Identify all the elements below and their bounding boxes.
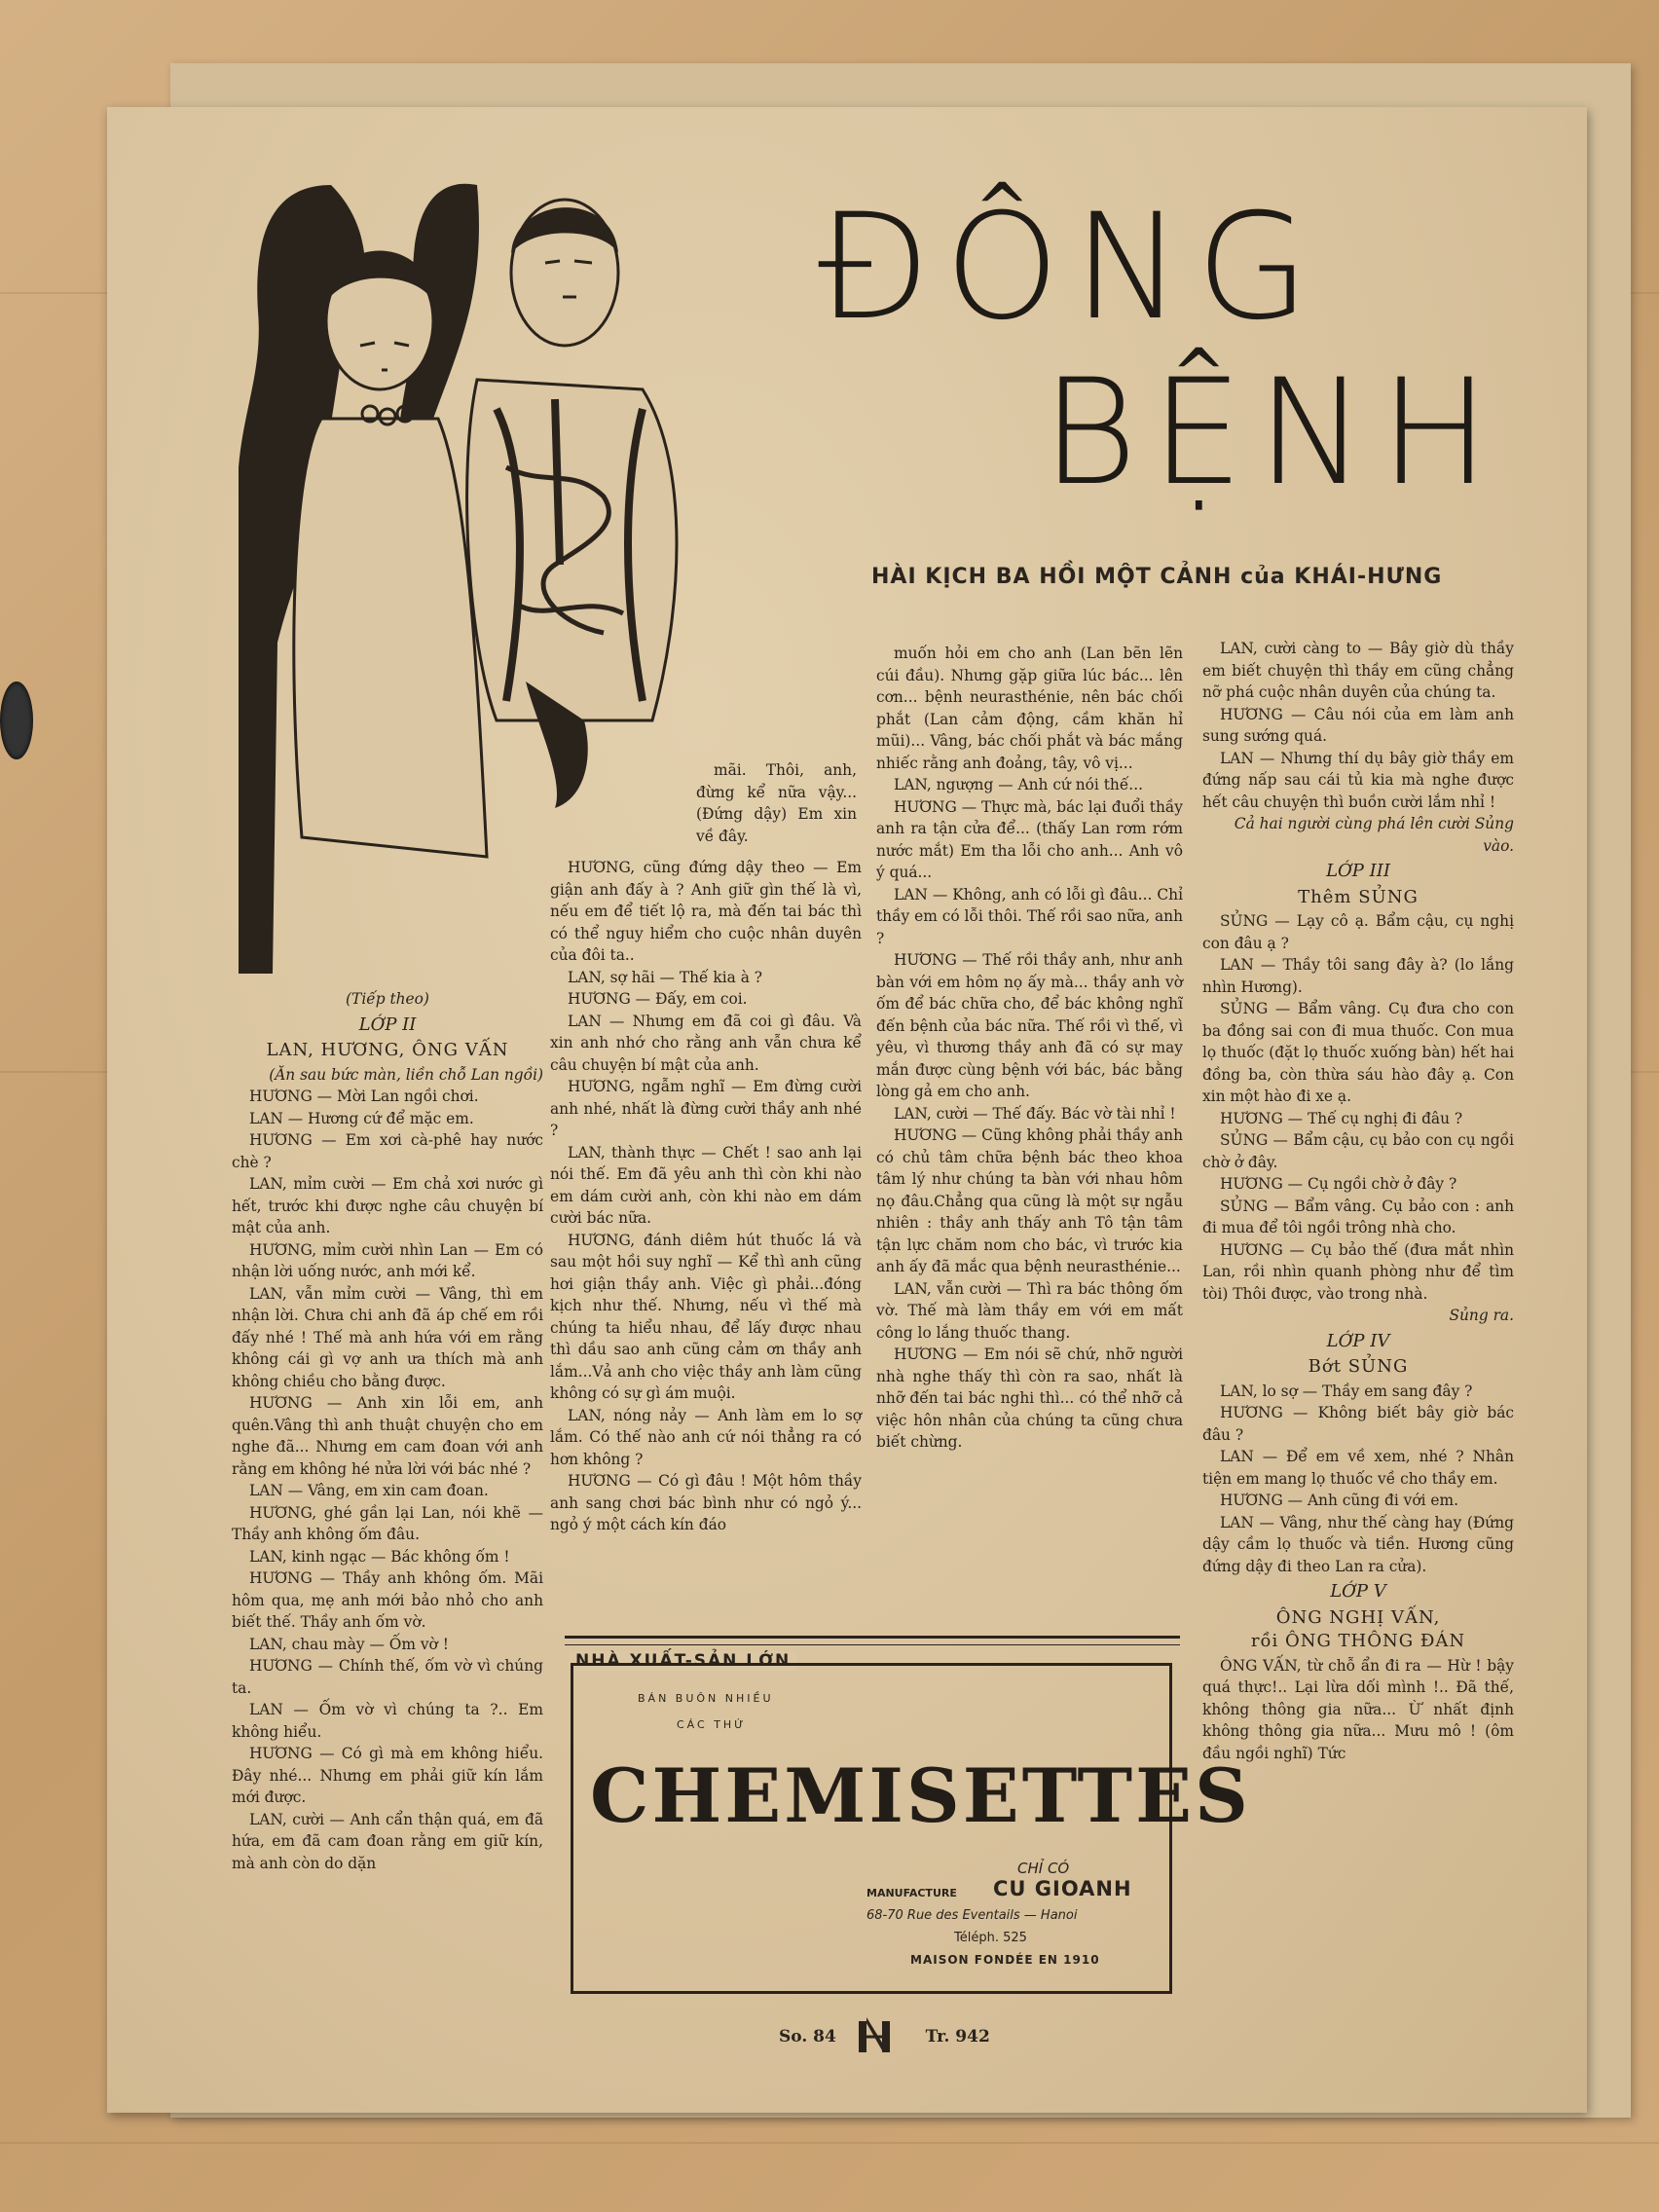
text-column-1 [232, 988, 543, 1874]
paragraph: LỚP II [358, 1014, 417, 1035]
ad-product: CHEMISETTES [590, 1752, 1251, 1839]
paragraph: HƯƠNG — Thực mà, bác lại đuổi thầy anh ra tận cửa để... (thấy Lan rơm rớm nước mắt) Em tha lỗi cho anh... Anh vô ý quá... [876, 797, 1183, 881]
headline-line2: BỆNH [1042, 349, 1503, 518]
paragraph: LAN, cười càng to — Bây giờ dù thầy em biết chuyện thì thầy em cũng chẳng nỡ phá cuộc nhân duyên của chúng ta. [1202, 640, 1514, 701]
paragraph: HƯƠNG — Mời Lan ngồi chơi. [249, 1088, 479, 1105]
wood-grain [0, 2142, 1659, 2144]
paragraph: LAN — Vâng, như thế càng hay (Đứng dậy cầm lọ thuốc và tiền. Hương cũng đứng dậy đi theo Lan ra cửa). [1202, 1513, 1514, 1575]
ad-only: CHỈ CÓ [1017, 1860, 1070, 1877]
paragraph: HƯƠNG — Đấy, em coi. [568, 990, 748, 1008]
paragraph: LỚP IV [1326, 1330, 1390, 1351]
paragraph: Bớt SỦNG [1308, 1356, 1409, 1377]
paragraph: HƯƠNG, đánh diêm hút thuốc lá và sau một hồi suy nghĩ — Kể thì anh cũng hơi giận thầy anh. Việc gì phải...đóng kịch như thế. Nhưng, nếu vì thế mà chúng ta hiểu nhau, để lấy được nhau thì dầu sao anh cũng cảm ơn thầy anh lắm...Vả anh cho việc thầy anh làm cũng không có sự gì ám muội. [550, 1231, 862, 1402]
paragraph: LAN — Vâng, em xin cam đoan. [249, 1482, 489, 1499]
paragraph: LAN, vẫn cười — Thì ra bác thông ốm vờ. Thế mà làm thầy em với em mất công lo lắng thuốc thang. [876, 1279, 1183, 1342]
paragraph: LAN, cười — Thế đấy. Bác vờ tài nhỉ ! [894, 1104, 1176, 1123]
paragraph: LAN, cười — Anh cẩn thận quá, em đã hứa, em đã cam đoan rằng em giữ kín, mà anh còn do dặn [232, 1810, 543, 1872]
ad-phone: Téléph. 525 [954, 1931, 1027, 1945]
paragraph: HƯƠNG — Có gì đâu ! Một hôm thầy anh sang chơi bác bình như có ngỏ ý... ngỏ ý một cách kín đáo [550, 1472, 862, 1533]
paragraph: mãi. Thôi, anh, đừng kể nữa vậy... (Đứng dậy) Em xin về đây. [696, 761, 857, 845]
page-number: Tr. 942 [925, 2027, 990, 2046]
paragraph: LAN, mỉm cười — Em chả xơi nước gì hết, trước khi được nghe câu chuyện bí mật của anh. [232, 1175, 543, 1236]
paragraph: HƯƠNG — Anh xin lỗi em, anh quên.Vâng thì anh thuật chuyện cho em nghe đã... Nhưng em cam đoan với anh rằng em không hé nửa lời với bác nhé ? [232, 1394, 543, 1478]
paragraph: HƯƠNG — Có gì mà em không hiểu. Đây nhé... Nhưng em phải giữ kín lắm mới được. [232, 1745, 543, 1806]
subtitle: HÀI KỊCH BA HỒI MỘT CẢNH của KHÁI-HƯNG [871, 565, 1443, 589]
ad-maker: CU GIOANH [993, 1877, 1132, 1900]
paragraph: (Tiếp theo) [346, 990, 429, 1008]
text-column-4 [1202, 638, 1514, 1764]
binder-ring [0, 682, 33, 759]
paragraph: LAN — Ốm vờ vì chúng ta ?.. Em không hiểu. [232, 1701, 543, 1741]
ad-kinds: CÁC THỨ [677, 1718, 747, 1731]
paragraph: LAN — Hương cứ để mặc em. [249, 1109, 474, 1127]
paragraph: HƯƠNG — Thầy anh không ốm. Mãi hôm qua, mẹ anh mới bảo nhỏ cho anh biết thế. Thầy anh ốm vờ. [232, 1569, 543, 1631]
paragraph: HƯƠNG — Không biết bây giờ bác đâu ? [1202, 1404, 1514, 1444]
paragraph: SỦNG — Bẩm cậu, cụ bảo con cụ ngồi chờ ở đây. [1202, 1131, 1514, 1171]
paragraph: LAN — Để em về xem, nhé ? Nhân tiện em mang lọ thuốc về cho thầy em. [1202, 1448, 1514, 1488]
ad-wholesale: BÁN BUÔN NHIỀU [638, 1692, 774, 1705]
paragraph: HƯƠNG — Cụ ngồi chờ ở đây ? [1220, 1175, 1457, 1193]
headline-line1: ĐÔNG [818, 183, 1323, 352]
paragraph: LỚP III [1326, 861, 1390, 881]
headline [818, 183, 1538, 584]
paragraph: Thêm SỦNG [1298, 886, 1419, 907]
paragraph: HƯƠNG — Cụ bảo thế (đưa mắt nhìn Lan, rồi nhìn quanh phòng như để tìm tòi) Thôi được, vào trong nhà. [1202, 1240, 1514, 1303]
paragraph: muốn hỏi em cho anh (Lan bẽn lẽn cúi đầu). Nhưng gặp giữa lúc bác... lên cơn... bệnh neurasthénie, nên bác chối phắt (Lan cảm động, cầm khăn hỉ mũi)... Vâng, bác chối phắt và bác mắng nhiếc rằng anh đoảng, tây, vô vị... [876, 645, 1183, 772]
ad-publisher: NHÀ XUẤT-SẢN LỚN [570, 1651, 796, 1671]
paragraph: rồi ÔNG THÔNG ĐÁN [1250, 1631, 1466, 1651]
paragraph: LAN, vẫn mỉm cười — Vâng, thì em nhận lời. Chưa chi anh đã áp chế em rồi đấy nhé ! Thế mà anh hứa với em rằng không cái gì vợ anh ưa thích mà anh không chiều cho bằng được. [232, 1284, 543, 1390]
paragraph: LAN, nóng nảy — Anh làm em lo sợ lắm. Có thế nào anh cứ nói thẳng ra có hơn không ? [550, 1406, 862, 1468]
paragraph: LAN — Thầy tôi sang đây à? (lo lắng nhìn Hương). [1202, 956, 1514, 996]
paragraph: HƯƠNG — Thế rồi thầy anh, như anh bàn với em hôm nọ ấy mà... thầy anh vờ ốm để bác chữa cho, để bác không nghĩ đến bệnh của bác nữa. Thế rồi vì thế, vì yêu, vì thương thầy anh đã có sự may mắn được cùng bệnh với bác, bác bằng lòng gả em cho anh. [876, 951, 1183, 1100]
paragraph: Sủng ra. [1449, 1307, 1514, 1324]
paragraph: LAN, lo sợ — Thầy em sang đây ? [1220, 1382, 1473, 1400]
text-column-2-top [696, 759, 857, 847]
paragraph: HƯƠNG — Chính thế, ốm vờ vì chúng ta. [232, 1657, 543, 1697]
paragraph: LAN — Nhưng em đã coi gì đâu. Và xin anh nhớ cho rằng anh vẫn chưa kể câu chuyện bí mật của anh. [550, 1012, 862, 1074]
paragraph: HƯƠNG — Em xơi cà-phê hay nước chè ? [232, 1131, 543, 1171]
paragraph: ÔNG NGHỊ VẤN, [1275, 1606, 1441, 1628]
ad-manufacture: MANUFACTURE [866, 1887, 957, 1899]
text-column-3 [876, 643, 1183, 1454]
paragraph: SỦNG — Bẩm vâng. Cụ đưa cho con ba đồng sai con đi mua thuốc. Con mua lọ thuốc (đặt lọ thuốc xuống bàn) hết hai đồng ba, còn thừa sáu hào đây ạ. Con xin một hào đi xe ạ. [1202, 1000, 1514, 1105]
text-column-2 [550, 857, 862, 1536]
paragraph: LAN — Nhưng thí dụ bây giờ thầy em đứng nấp sau cái tủ kia mà nghe được hết câu chuyện thì buồn cười lắm nhỉ ! [1202, 749, 1514, 811]
paragraph: LỚP V [1330, 1581, 1386, 1602]
paragraph: HƯƠNG, mỉm cười nhìn Lan — Em có nhận lời uống nước, anh mới kể. [232, 1240, 543, 1280]
paragraph: LAN, sợ hãi — Thế kia à ? [568, 968, 763, 986]
paragraph: ÔNG VẤN, từ chỗ ẩn đi ra — Hừ ! bậy quá thực!.. Lại lừa dối mình !.. Đã thế, không thông gia nữa... Ừ nhất định không thông gia nữa... Mưu mô ! (ôm đầu ngồi nghĩ) Tức [1202, 1656, 1514, 1762]
paragraph: HƯƠNG — Câu nói của em làm anh sung sướng quá. [1202, 705, 1514, 745]
paragraph: HƯƠNG, cũng đứng dậy theo — Em giận anh đấy à ? Anh giữ gìn thế là vì, nếu em để tiết lộ ra, mà đến tai bác thì có thể nguy hiểm cho cuộc nhân duyên của đôi ta.. [550, 859, 862, 964]
paragraph: Cả hai người cùng phá lên cười Sủng vào. [1234, 815, 1514, 855]
paragraph: LAN — Không, anh có lỗi gì đâu... Chỉ thầy em có lỗi thôi. Thế rồi sao nữa, anh ? [876, 885, 1183, 947]
paragraph: SỦNG — Bẩm vâng. Cụ bảo con : anh đi mua để tôi ngồi trông nhà cho. [1202, 1197, 1514, 1236]
paragraph: (Ăn sau bức màn, liền chỗ Lan ngồi) [269, 1065, 543, 1084]
paragraph: LAN, ngượng — Anh cứ nói thế... [894, 776, 1143, 793]
paragraph: HƯƠNG — Thế cụ nghị đi đâu ? [1220, 1109, 1463, 1127]
masthead-logo-icon [855, 2017, 894, 2056]
paragraph: LAN, chau mày — Ốm vờ ! [249, 1635, 449, 1653]
issue-number: So. 84 [779, 2027, 836, 2046]
ad-address: 68-70 Rue des Eventails — Hanoi [866, 1908, 1078, 1923]
paragraph: LAN, thành thực — Chết ! sao anh lại nói thế. Em đã yêu anh thì còn khi nào em dám cười anh, còn khi nào em dám cười bác nữa. [550, 1143, 862, 1227]
paragraph: SỦNG — Lạy cô ạ. Bẩm cậu, cụ nghị con đâu ạ ? [1202, 912, 1514, 952]
paragraph: LAN, kinh ngạc — Bác không ốm ! [249, 1547, 510, 1566]
paragraph: LAN, HƯƠNG, ÔNG VẤN [266, 1040, 509, 1060]
paragraph: HƯƠNG, ghé gần lại Lan, nói khẽ — Thầy anh không ốm đâu. [232, 1503, 543, 1543]
paragraph: HƯƠNG — Em nói sẽ chứ, nhỡ người nhà nghe thấy thì còn ra sao, nhất là nhỡ đến tai bác nghi thì... có thể nhỡ cả việc hôn nhân của chúng ta cũng chưa biết chừng. [876, 1346, 1183, 1451]
ad-top-rule [565, 1636, 1180, 1645]
ad-founded: MAISON FONDÉE EN 1910 [910, 1953, 1100, 1967]
paragraph: HƯƠNG, ngẫm nghĩ — Em đừng cười anh nhé, nhất là đừng cười thầy anh nhé ? [550, 1078, 862, 1139]
paragraph: HƯƠNG — Cũng không phải thầy anh có chủ tâm chữa bệnh bác theo khoa tâm lý như chúng ta bàn với nhau hôm nọ đâu.Chẳng qua cũng là một sự ngẫu nhiên : thầy anh thấy anh Tô tận tâm tận lực chăm nom cho bác, vì trước kia anh ấy đã mắc qua bệnh neurasthénie... [876, 1126, 1183, 1275]
paragraph: HƯƠNG — Anh cũng đi với em. [1220, 1492, 1459, 1509]
